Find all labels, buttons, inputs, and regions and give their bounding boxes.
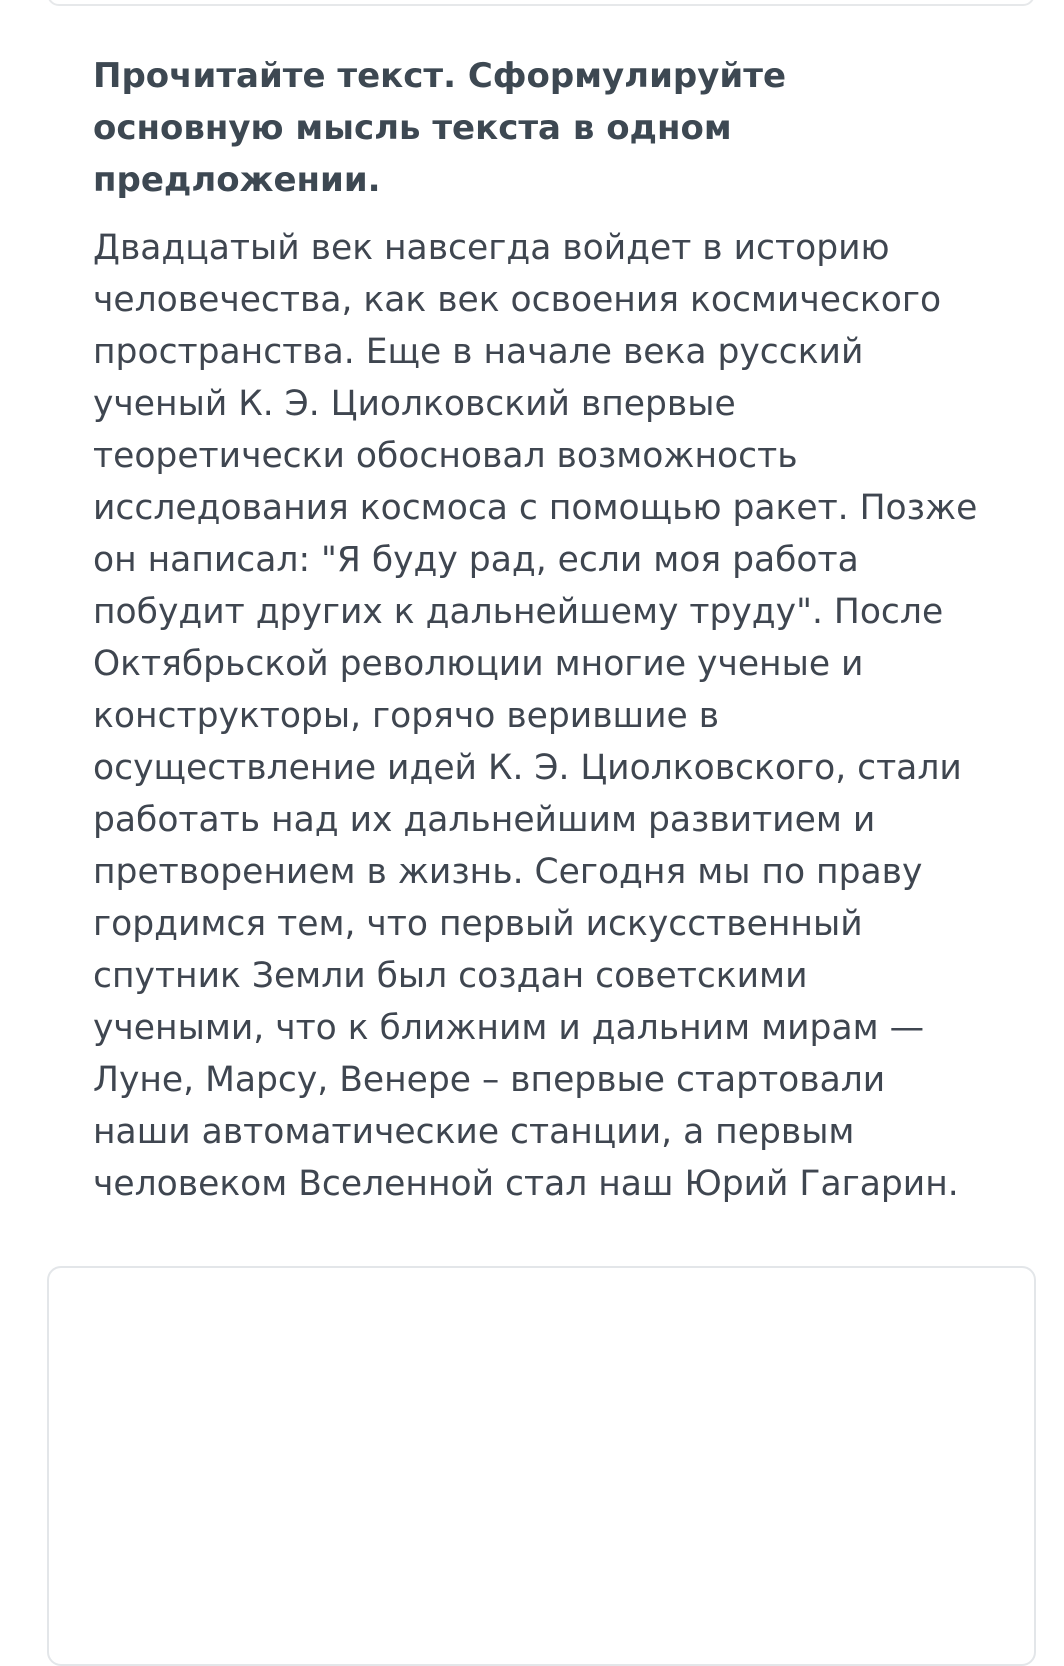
question-line: Прочитайте текст. Сформулируйте [93, 56, 786, 96]
passage-line: человечества, как век освоения космического [93, 280, 942, 320]
reading-passage [93, 222, 1033, 1210]
question-line: предложении. [93, 160, 381, 200]
passage-line: осуществление идей К. Э. Циолковского, стали [93, 748, 962, 788]
passage-line: работать над их дальнейшим развитием и [93, 800, 876, 840]
passage-line: учеными, что к ближним и дальним мирам — [93, 1008, 925, 1048]
passage-line: Октябрьской революции многие ученые и [93, 644, 864, 684]
passage-line: наши автоматические станции, а первым [93, 1112, 855, 1152]
passage-line: побудит других к дальнейшему труду". После [93, 592, 944, 632]
passage-line: претворением в жизнь. Сегодня мы по праву [93, 852, 923, 892]
previous-card-edge [47, 0, 1035, 6]
passage-line: ученый К. Э. Циолковский впервые [93, 384, 736, 424]
answer-input-box[interactable] [47, 1266, 1036, 1666]
passage-line: гордимся тем, что первый искусственный [93, 904, 863, 944]
passage-line: теоретически обосновал возможность [93, 436, 798, 476]
passage-line: Луне, Марсу, Венере – впервые стартовали [93, 1060, 886, 1100]
passage-line: исследования космоса с помощью ракет. Позже [93, 488, 978, 528]
passage-line: пространства. Еще в начале века русский [93, 332, 864, 372]
passage-line: человеком Вселенной стал наш Юрий Гагарин. [93, 1164, 959, 1204]
question-line: основную мысль текста в одном [93, 108, 732, 148]
passage-line: он написал: "Я буду рад, если моя работа [93, 540, 859, 580]
question-title [93, 50, 993, 206]
passage-line: конструкторы, горячо верившие в [93, 696, 720, 736]
passage-line: Двадцатый век навсегда войдет в историю [93, 228, 890, 268]
passage-line: спутник Земли был создан советскими [93, 956, 808, 996]
